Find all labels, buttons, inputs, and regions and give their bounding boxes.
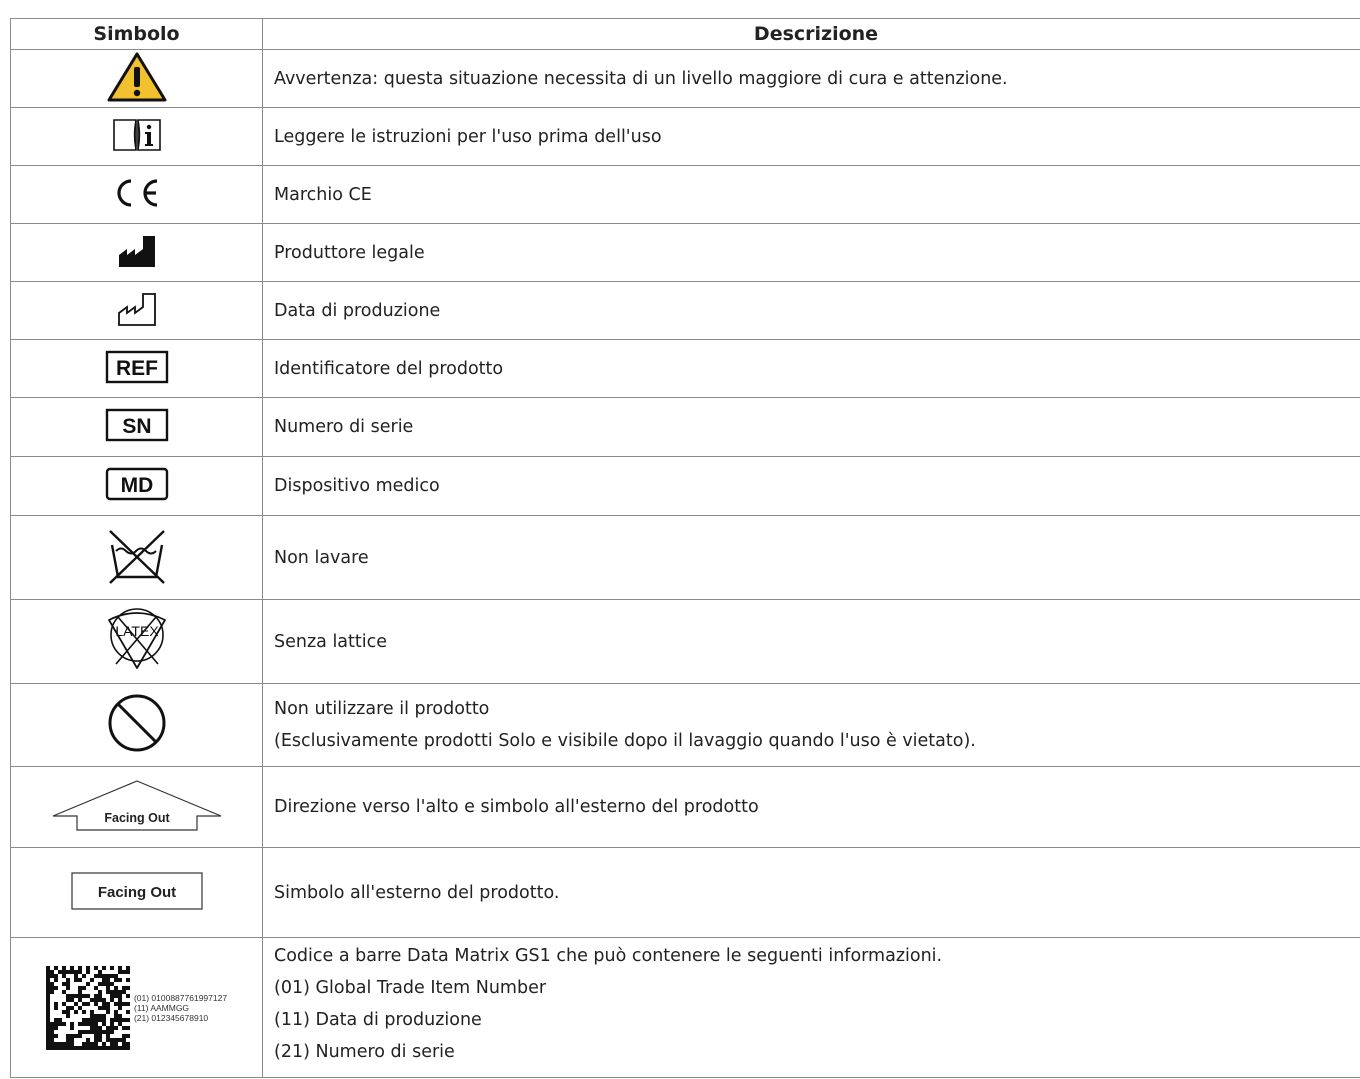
symbol-cell xyxy=(11,340,263,398)
description-cell: Avvertenza: questa situazione necessita di un livello maggiore di cura e attenzione. xyxy=(263,50,1360,108)
description-cell: Numero di serie xyxy=(263,398,1360,457)
do-not-wash-icon xyxy=(104,525,170,587)
symbol-cell xyxy=(11,50,263,108)
symbol-cell xyxy=(11,457,263,516)
facing-out-arrow-icon xyxy=(49,778,225,832)
table-row xyxy=(11,600,1360,684)
symbol-cell xyxy=(11,166,263,224)
svg-text:LATEX: LATEX xyxy=(114,622,159,639)
description-cell: Identificatore del prodotto xyxy=(263,340,1360,398)
table-row xyxy=(11,848,1360,938)
table-row xyxy=(11,516,1360,600)
header-symbol: Simbolo xyxy=(11,19,263,50)
table-row xyxy=(11,224,1360,282)
do-not-use-icon xyxy=(106,692,168,754)
table-row xyxy=(11,767,1360,848)
medical-device-icon xyxy=(105,467,169,501)
description-cell: Direzione verso l'alto e simbolo all'esterno del prodotto xyxy=(263,767,1360,848)
table-row xyxy=(11,282,1360,340)
datamatrix-code-line: (21) 012345678910 xyxy=(133,1012,209,1023)
table-row xyxy=(11,398,1360,457)
table-row xyxy=(11,108,1360,166)
warning-triangle-icon xyxy=(106,51,168,103)
instructions-for-use-icon xyxy=(112,117,162,153)
svg-text:SN: SN xyxy=(121,415,152,438)
symbol-cell xyxy=(11,398,263,457)
description-cell: Non utilizzare il prodotto (Esclusivamente prodotti Solo e visibile dopo il lavaggio quando l'uso è vietato). xyxy=(263,684,1360,767)
description-cell: Data di produzione xyxy=(263,282,1360,340)
datamatrix-code-line: (01) 0100887761997127 xyxy=(133,992,228,1003)
datamatrix-codes xyxy=(134,993,227,1023)
svg-text:REF: REF xyxy=(115,356,158,380)
description-cell: Dispositivo medico xyxy=(263,457,1360,516)
description-cell: Leggere le istruzioni per l'uso prima dell'uso xyxy=(263,108,1360,166)
description-cell: Non lavare xyxy=(263,516,1360,600)
table-row xyxy=(11,166,1360,224)
symbol-cell xyxy=(11,516,263,600)
ref-icon xyxy=(105,350,169,384)
table-header-row xyxy=(11,19,1360,50)
latex-free-icon xyxy=(104,608,170,672)
gs1-datamatrix-label xyxy=(11,966,262,1050)
description-cell: Simbolo all'esterno del prodotto. xyxy=(263,848,1360,938)
symbol-cell xyxy=(11,282,263,340)
svg-text:Facing Out: Facing Out xyxy=(103,811,170,825)
datamatrix-code-line: (11) AAMMGG xyxy=(133,1002,190,1013)
table-row xyxy=(11,50,1360,108)
ce-mark-icon xyxy=(112,178,162,208)
symbol-cell xyxy=(11,848,263,938)
table-row xyxy=(11,938,1360,1078)
serial-number-icon xyxy=(105,408,169,442)
symbol-cell xyxy=(11,224,263,282)
symbol-cell xyxy=(11,600,263,684)
header-description: Descrizione xyxy=(263,19,1360,50)
date-of-manufacture-icon xyxy=(117,291,157,327)
manufacturer-icon xyxy=(117,233,157,269)
datamatrix-code-icon xyxy=(46,966,130,1050)
description-cell: Senza lattice xyxy=(263,600,1360,684)
svg-text:MD: MD xyxy=(120,474,153,497)
symbol-cell xyxy=(11,684,263,767)
description-cell: Codice a barre Data Matrix GS1 che può contenere le seguenti informazioni. (01) Global Trade Item Number (11) Data di produzione (21) Numero di serie xyxy=(263,938,1360,1078)
description-cell: Marchio CE xyxy=(263,166,1360,224)
svg-text:Facing Out: Facing Out xyxy=(97,883,176,901)
symbol-cell xyxy=(11,938,263,1078)
table-row xyxy=(11,684,1360,767)
table-row xyxy=(11,457,1360,516)
facing-out-box-icon xyxy=(70,871,204,911)
symbol-cell xyxy=(11,767,263,848)
symbols-table xyxy=(10,18,1360,1078)
description-cell: Produttore legale xyxy=(263,224,1360,282)
table-row xyxy=(11,340,1360,398)
symbol-cell xyxy=(11,108,263,166)
